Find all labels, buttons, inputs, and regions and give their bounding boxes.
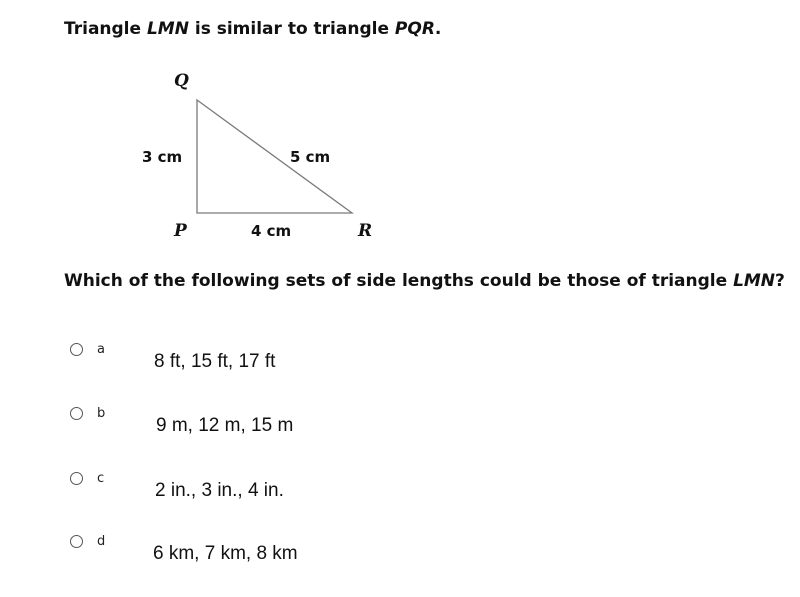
option-a-letter: a [97, 342, 105, 357]
statement-suffix: . [434, 19, 442, 39]
question-suffix: ? [775, 271, 785, 291]
option-a-text[interactable]: 8 ft, 15 ft, 17 ft [154, 351, 276, 372]
option-d-text[interactable]: 6 km, 7 km, 8 km [153, 543, 298, 564]
question-triangle-label: LMN [733, 271, 776, 291]
side-qr-length: 5 cm [290, 148, 331, 166]
question-prefix: Which of the following sets of side lengths could be those of triangle [64, 271, 734, 291]
statement-prefix: Triangle [64, 19, 147, 39]
option-d-letter: d [97, 534, 106, 549]
vertex-p-label: P [174, 221, 187, 241]
triangle-lmn-label: LMN [146, 19, 189, 39]
option-b-radio[interactable] [70, 407, 83, 420]
option-a[interactable] [70, 341, 490, 375]
option-c[interactable] [70, 470, 490, 504]
option-c-letter: c [97, 471, 105, 486]
triangle-pqr-label: PQR [394, 19, 435, 39]
triangle-pqr-figure [0, 0, 800, 260]
option-d[interactable] [70, 533, 490, 567]
option-b[interactable] [70, 405, 490, 439]
side-pq-length: 3 cm [142, 148, 183, 166]
statement-middle: is similar to triangle [188, 19, 395, 39]
option-a-radio[interactable] [70, 343, 83, 356]
option-d-radio[interactable] [70, 535, 83, 548]
option-b-text[interactable]: 9 m, 12 m, 15 m [156, 415, 294, 436]
side-pr-length: 4 cm [251, 222, 292, 240]
vertex-q-label: Q [174, 71, 189, 91]
question-prompt [64, 271, 785, 291]
option-b-letter: b [97, 406, 106, 421]
option-c-radio[interactable] [70, 472, 83, 485]
vertex-r-label: R [358, 221, 373, 241]
option-c-text[interactable]: 2 in., 3 in., 4 in. [155, 480, 284, 501]
